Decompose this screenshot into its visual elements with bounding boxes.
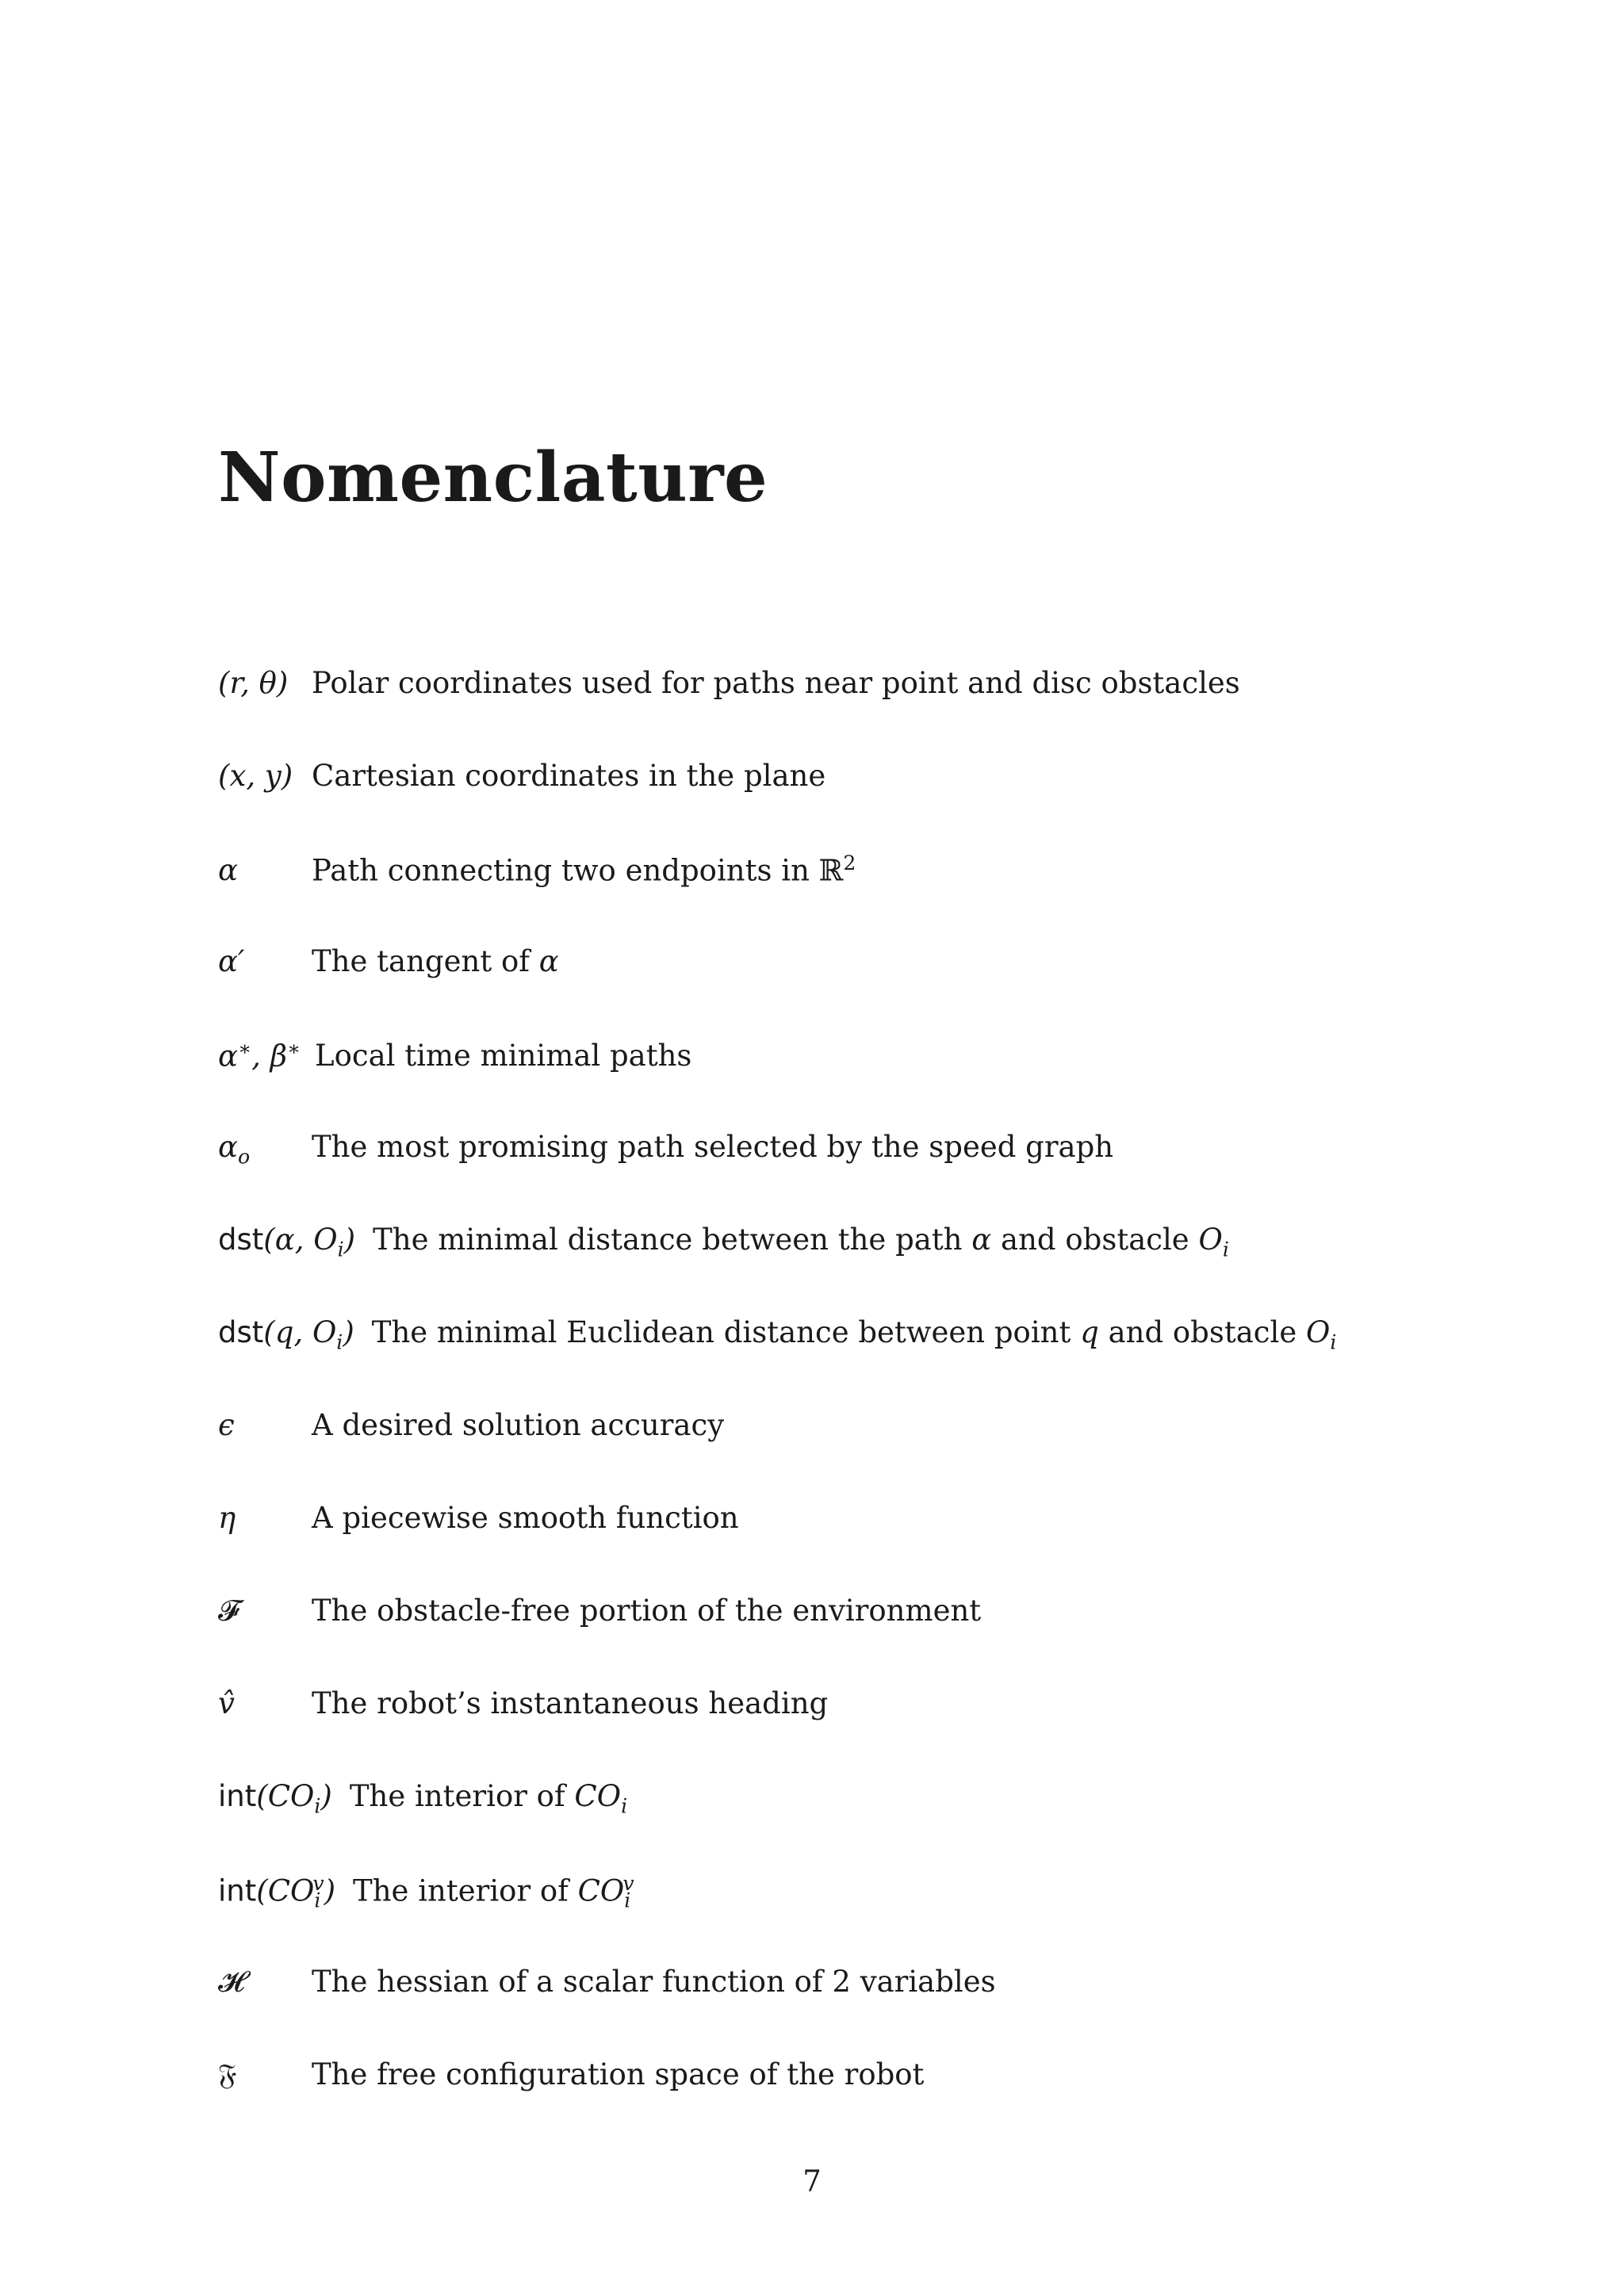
nomenclature-entry-alpha-o — [218, 1130, 1113, 1193]
entry-symbol: α′ — [218, 944, 245, 978]
entry-symbol: η — [218, 1501, 236, 1535]
entry-symbol: dst(q, $O_i$) — [218, 1315, 354, 1354]
nomenclature-entry-alpha-prime — [218, 944, 559, 1008]
entry-symbol: α — [218, 853, 238, 888]
nomenclature-entry-int-co — [218, 1779, 627, 1843]
entry-symbol: dst(α, $O_i$) — [218, 1223, 356, 1261]
entry-description: Local time minimal paths — [315, 1039, 692, 1073]
entry-description: A desired solution accuracy — [312, 1408, 725, 1442]
nomenclature-entry-local-minimal — [218, 1037, 691, 1100]
page-title: Nomenclature — [218, 438, 768, 518]
entry-symbol: 𝓗 — [218, 1965, 245, 1999]
nomenclature-entry-hessian — [218, 1965, 996, 2028]
nomenclature-entry-dst-path — [218, 1223, 1229, 1286]
nomenclature-entry-polar — [218, 666, 1240, 729]
page-number: 7 — [802, 2164, 822, 2198]
entry-symbol: (r, θ) — [218, 666, 289, 700]
entry-symbol: $\alpha_o$ — [218, 1130, 251, 1169]
entry-description: Cartesian coordinates in the plane — [312, 759, 826, 793]
entry-description: Polar coordinates used for paths near point and disc obstacles — [312, 666, 1240, 700]
entry-description: A piecewise smooth function — [312, 1501, 739, 1535]
entry-symbol: ϵ — [218, 1408, 235, 1442]
entry-symbol: 𝓕 — [218, 1594, 240, 1628]
nomenclature-entry-free-env — [218, 1594, 981, 1657]
entry-description: The interior of $CO_i^v$ — [353, 1872, 634, 1912]
entry-symbol: 𝔉 — [218, 2057, 237, 2091]
entry-description: The interior of $CO_i$ — [349, 1779, 628, 1818]
entry-description: The hessian of a scalar function of 2 variables — [312, 1965, 996, 1999]
entry-symbol: (x, y) — [218, 759, 293, 793]
entry-description: The most promising path selected by the speed graph — [312, 1130, 1114, 1164]
entry-description: The tangent of α — [312, 944, 559, 978]
nomenclature-entry-free-config — [218, 2057, 924, 2121]
entry-description: The minimal Euclidean distance between point q and obstacle $O_i$ — [371, 1315, 1337, 1354]
entry-symbol: $int(CO_i)$ — [218, 1779, 332, 1818]
entry-description: The minimal distance between the path α and obstacle $O_i$ — [373, 1223, 1229, 1261]
entry-description: Path connecting two endpoints in ℝ$^2$ — [312, 851, 856, 888]
nomenclature-entry-cartesian — [218, 759, 825, 822]
nomenclature-entry-heading — [218, 1686, 828, 1750]
nomenclature-entry-epsilon — [218, 1408, 724, 1471]
nomenclature-entry-dst-point — [218, 1315, 1336, 1379]
nomenclature-entry-eta — [218, 1501, 739, 1564]
entry-description: The robot’s instantaneous heading — [312, 1686, 829, 1720]
entry-description: The free configuration space of the robot — [312, 2057, 925, 2091]
entry-symbol: $int(CO_i^v)$ — [218, 1872, 336, 1912]
entry-symbol: v̂ — [218, 1686, 235, 1720]
entry-symbol: α∗, β∗ — [218, 1037, 301, 1073]
nomenclature-entry-alpha — [218, 851, 856, 915]
nomenclature-entry-int-co-v — [218, 1872, 634, 1935]
entry-description: The obstacle-free portion of the environment — [312, 1594, 982, 1628]
